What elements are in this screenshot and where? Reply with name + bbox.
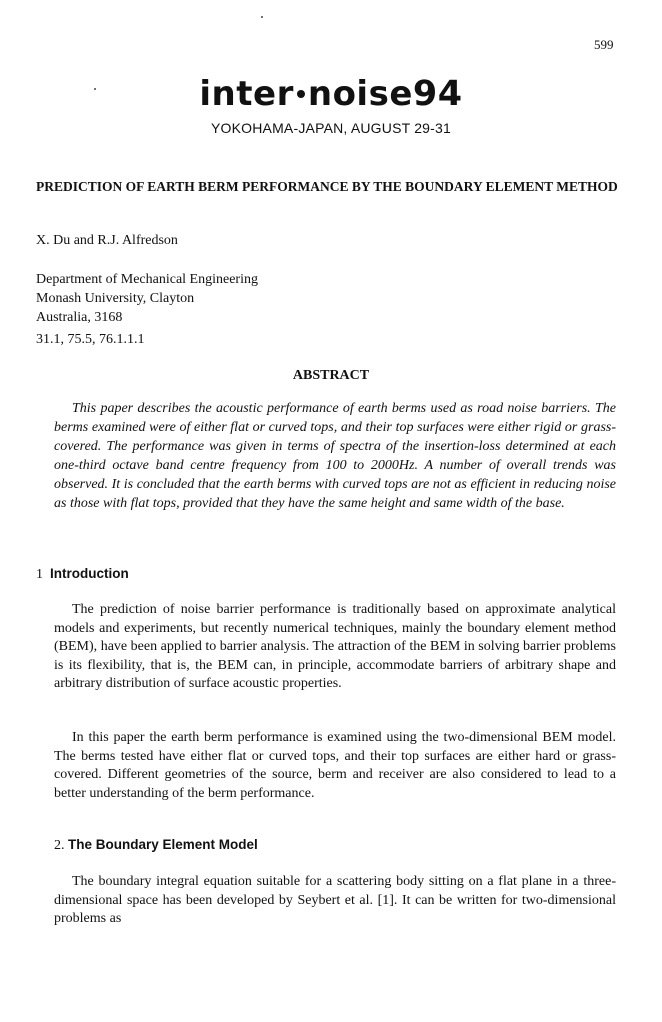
page-number: 599 (594, 37, 614, 52)
body-paragraph: The boundary integral equation suitable for a scattering body sitting on a flat plane in a three-dimensional space has been developed by Seybert et al. [1]. It can be written for two-dimensional problems as (54, 874, 616, 927)
scan-speck (261, 16, 263, 18)
body-paragraph: In this paper the earth berm performance is examined using the two-dimensional BEM model. The berms tested have either flat or curved tops, and their top surfaces are either hard or grass-covered. Different geometries of the source, berm and receiver are also considered to lead to a better understanding of the berm performance. (54, 730, 616, 801)
section-title: Introduction (50, 566, 129, 581)
logo-dot-icon (297, 90, 305, 98)
logo-text-noise: noise (307, 74, 413, 114)
logo-year: 94 (412, 74, 463, 114)
logo-text-inter: inter (199, 74, 294, 114)
section-title: The Boundary Element Model (68, 837, 258, 852)
paper-authors: X. Du and R.J. Alfredson (36, 233, 178, 248)
section-heading-introduction (36, 566, 129, 583)
affiliation-line: Monash University, Clayton (36, 291, 195, 306)
section-number: 1 (36, 567, 43, 582)
author-affiliation (36, 270, 258, 327)
classification-codes: 31.1, 75.5, 76.1.1.1 (36, 332, 145, 347)
section-heading-boundary-element-model (54, 837, 258, 854)
abstract-text: This paper describes the acoustic performance of earth berms used as road noise barriers. The berms examined were of either flat or curved tops, and their top surfaces were either rigid or grass-covered. The performance was given in terms of spectra of the insertion-loss determined at each one-third octave band centre frequency from 100 to 2000Hz. A number of overall trends was observed. It is concluded that the earth berms with curved tops are not as efficient in reducing noise as those with flat tops, provided that they have the same height and same width of the base. (54, 401, 616, 511)
abstract-body (54, 399, 616, 513)
section-number: 2. (54, 838, 65, 853)
body-paragraph: The prediction of noise barrier performance is traditionally based on approximate analytical models and experiments, but recently numerical techniques, mainly the boundary element method (BEM), have been applied to barrier analysis. The attraction of the BEM in solving barrier problems is its flexibility, that is, the BEM can, in principle, accommodate barriers of arbitrary shape and arbitrary distribution of surface acoustic properties. (54, 602, 616, 692)
affiliation-line: Department of Mechanical Engineering (36, 272, 258, 287)
paper-title: PREDICTION OF EARTH BERM PERFORMANCE BY THE BOUNDARY ELEMENT METHOD (36, 179, 618, 194)
conference-logo (0, 74, 662, 114)
conference-venue: YOKOHAMA-JAPAN, AUGUST 29-31 (210, 120, 452, 136)
affiliation-line: Australia, 3168 (36, 310, 123, 325)
abstract-heading: ABSTRACT (292, 368, 370, 383)
